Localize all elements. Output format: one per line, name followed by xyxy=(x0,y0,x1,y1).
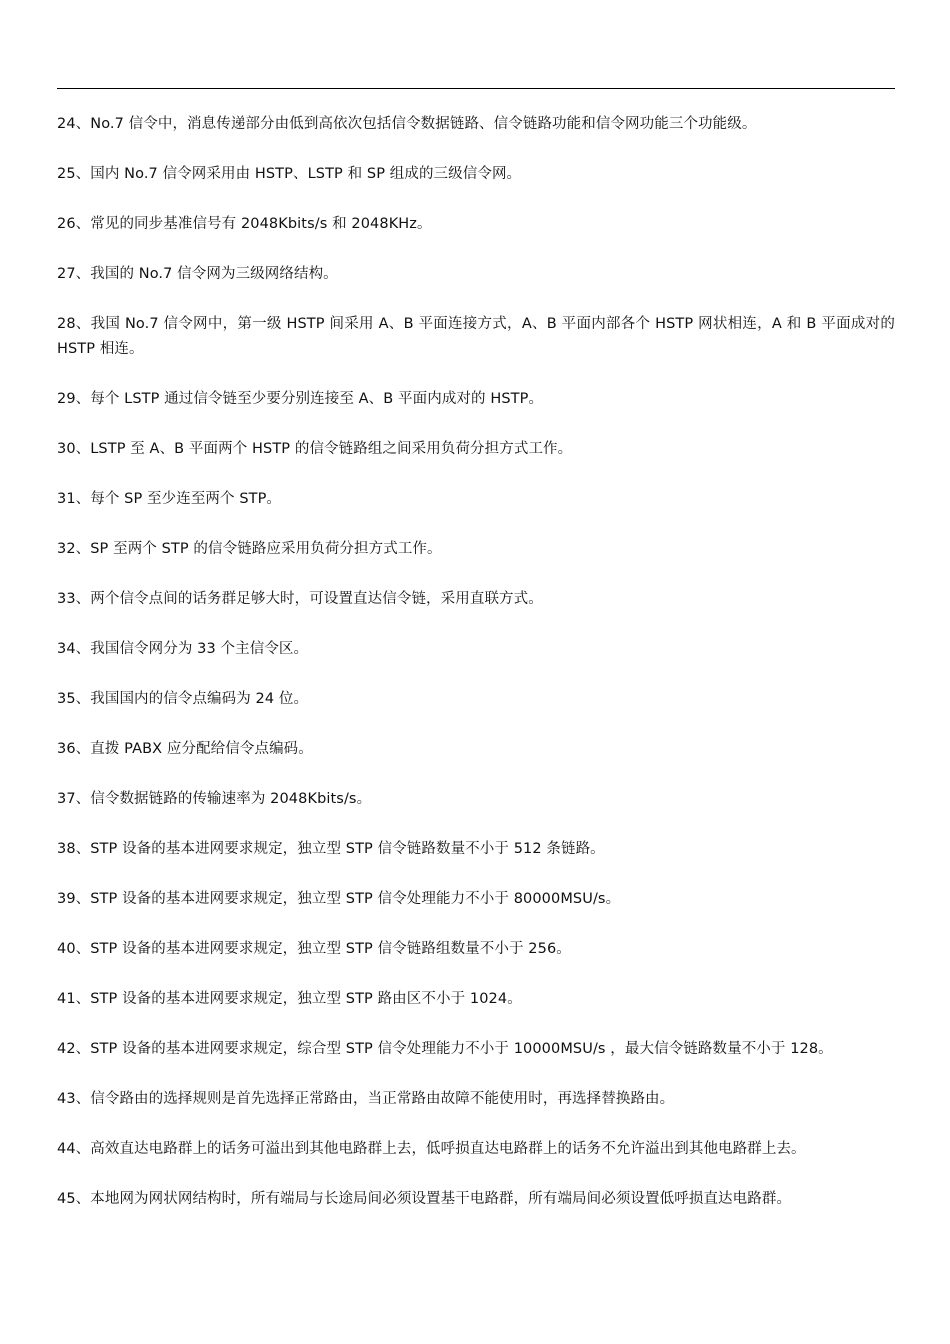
list-item: 24、No.7 信令中，消息传递部分由低到高依次包括信令数据链路、信令链路功能和信令网功能三个功能级。 xyxy=(57,116,757,132)
list-item: 32、SP 至两个 STP 的信令链路应采用负荷分担方式工作。 xyxy=(57,541,442,557)
list-item: 40、STP 设备的基本进网要求规定，独立型 STP 信令链路组数量不小于 256。 xyxy=(57,941,571,957)
list-item: 34、我国信令网分为 33 个主信令区。 xyxy=(57,641,309,657)
list-item: 26、常见的同步基准信号有 2048Kbits/s 和 2048KHz。 xyxy=(57,216,432,232)
list-item: 38、STP 设备的基本进网要求规定，独立型 STP 信令链路数量不小于 512 条链路。 xyxy=(57,841,605,857)
list-item: 43、信令路由的选择规则是首先选择正常路由，当正常路由故障不能使用时，再选择替换路由。 xyxy=(57,1091,675,1107)
header-rule xyxy=(57,88,895,89)
list-item: 25、国内 No.7 信令网采用由 HSTP、LSTP 和 SP 组成的三级信令网。 xyxy=(57,166,522,182)
list-item: 36、直拨 PABX 应分配给信令点编码。 xyxy=(57,741,313,757)
list-item: 37、信令数据链路的传输速率为 2048Kbits/s。 xyxy=(57,791,372,807)
list-item: 29、每个 LSTP 通过信令链至少要分别连接至 A、B 平面内成对的 HSTP。 xyxy=(57,391,544,407)
list-item: 42、STP 设备的基本进网要求规定，综合型 STP 信令处理能力不小于 10000MSU/s ，最大信令链路数量不小于 128。 xyxy=(57,1041,833,1057)
list-item: 35、我国国内的信令点编码为 24 位。 xyxy=(57,691,309,707)
list-item: 44、高效直达电路群上的话务可溢出到其他电路群上去，低呼损直达电路群上的话务不允许溢出到其他电路群上去。 xyxy=(57,1141,806,1157)
list-item: 28、我国 No.7 信令网中，第一级 HSTP 间采用 A、B 平面连接方式，A、B 平面内部各个 HSTP 网状相连，A 和 B 平面成对的 HSTP 相连。 xyxy=(57,316,895,357)
list-item: 41、STP 设备的基本进网要求规定，独立型 STP 路由区不小于 1024。 xyxy=(57,991,522,1007)
list-item: 39、STP 设备的基本进网要求规定，独立型 STP 信令处理能力不小于 80000MSU/s。 xyxy=(57,891,621,907)
list-item: 27、我国的 No.7 信令网为三级网络结构。 xyxy=(57,266,338,282)
list-item: 30、LSTP 至 A、B 平面两个 HSTP 的信令链路组之间采用负荷分担方式工作。 xyxy=(57,441,573,457)
list-item: 31、每个 SP 至少连至两个 STP。 xyxy=(57,491,282,507)
list-item: 45、本地网为网状网结构时，所有端局与长途局间必须设置基干电路群，所有端局间必须设置低呼损直达电路群。 xyxy=(57,1191,792,1207)
list-item: 33、两个信令点间的话务群足够大时，可设置直达信令链，采用直联方式。 xyxy=(57,591,543,607)
document-body xyxy=(57,112,895,1237)
